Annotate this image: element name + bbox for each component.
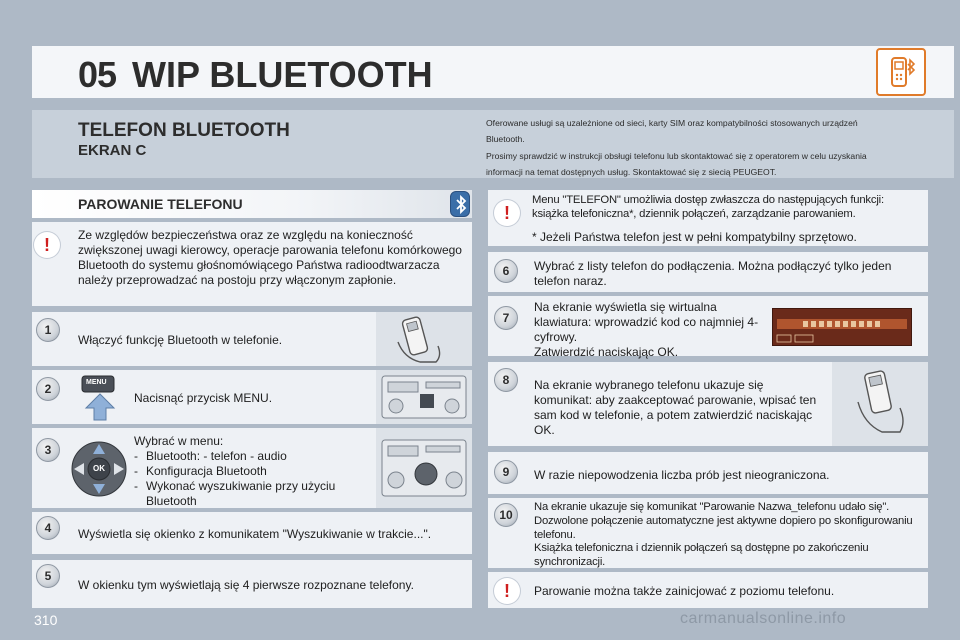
safety-warning-text: Ze względów bezpieczeństwa oraz ze względu na konieczność zwiększonej uwagi kierowcy, operacje parowania telefonu komórkowego Bluetooth do systemu głośnomówiącego Państwa radioodtwarzacza należy przeprowadzać na postoju przy włączonym zapłonie. [78, 228, 462, 287]
step-number: 3 [36, 438, 60, 462]
navigation-ok-wheel-icon [70, 440, 128, 498]
step-7-text [534, 300, 764, 360]
note-line: Bluetooth. [486, 134, 525, 145]
section-title: TELEFON BLUETOOTH [78, 120, 290, 141]
bluetooth-icon [450, 191, 470, 217]
phone-initiation-warning-text: Parowanie można także zainicjować z poziomu telefonu. [534, 584, 835, 598]
note-line: Prosimy sprawdzić w instrukcji obsługi telefonu lub skontaktować się z operatorem w celu uzyskania [486, 150, 867, 161]
section-note [486, 115, 936, 180]
phone-hand-image [832, 362, 928, 446]
step-text: W okienku tym wyświetlają się 4 pierwsze rozpoznane telefony. [78, 578, 414, 592]
step-text: Wybrać z listy telefon do podłączenia. Można podłączyć tylko jeden telefon naraz. [534, 259, 892, 288]
warning-icon: ! [494, 200, 520, 226]
chapter-title: WIP BLUETOOTH [132, 54, 433, 95]
phone-bluetooth-icon [876, 48, 926, 96]
watermark: carmanualsonline.info [680, 610, 847, 627]
step-number: 5 [36, 564, 60, 588]
compatibility-footnote: * Jeżeli Państwa telefon jest w pełni kompatybilny sprzętowo. [532, 230, 857, 244]
phone-hand-image [376, 312, 472, 366]
step-text: Książka telefoniczna i dziennik połączeń są dostępne po zakończeniu synchronizacji. [534, 542, 869, 569]
note-line: informacji na temat dostępnych usług. Skontaktować się z siecią PEUGEOT. [486, 166, 777, 177]
menu-item: - Wykonać wyszukiwanie przy użyciu Bluetooth [134, 479, 374, 509]
step-10-text [534, 501, 926, 570]
warning-line: książka telefoniczna*, dziennik połączeń, zarządzanie parowaniem. [532, 207, 856, 220]
step-number: 10 [494, 503, 518, 527]
ok-button-label: OK [93, 464, 105, 473]
step-number: 4 [36, 516, 60, 540]
section-subtitle: EKRAN C [78, 142, 147, 159]
step-intro: Wybrać w menu: [134, 434, 224, 448]
menu-button-icon [80, 372, 130, 422]
note-line: Oferowane usługi są uzależnione od sieci, karty SIM oraz kompatybilności stosowanych urządzeń [486, 118, 858, 128]
step-number: 6 [494, 259, 518, 283]
menu-button-label: MENU [86, 379, 107, 386]
step-text: W razie niepowodzenia liczba prób jest nieograniczona. [534, 468, 830, 482]
step-text: Włączyć funkcję Bluetooth w telefonie. [78, 333, 283, 347]
step-text: Na ekranie wybranego telefonu ukazuje się komunikat: aby zaakceptować parowanie, wpisać ten sam kod w telefonie, a potem zatwierdzić naciskając OK. [534, 378, 817, 437]
step-text: Nacisnąć przycisk MENU. [134, 391, 273, 405]
page-number: 310 [34, 612, 58, 628]
phone-menu-warning-text [532, 194, 928, 222]
pairing-title: PAROWANIE TELEFONU [78, 196, 243, 212]
radio-panel-image [376, 428, 472, 508]
step-3-text [134, 434, 374, 509]
step-text: Dozwolone połączenie automatyczne jest aktywne dopiero po skonfigurowaniu telefonu. [534, 514, 913, 541]
chapter-number: 05 [78, 54, 117, 95]
radio-panel-image [376, 370, 472, 424]
step-text: Zatwierdzić naciskając OK. [534, 345, 679, 359]
step-number: 9 [494, 460, 518, 484]
step-number: 7 [494, 306, 518, 330]
step-number: 2 [36, 377, 60, 401]
step-text: Na ekranie wyświetla się wirtualna klawiatura: wprowadzić kod co najmniej 4-cyfrowy. [534, 300, 759, 344]
warning-icon: ! [34, 232, 60, 258]
warning-icon: ! [494, 578, 520, 604]
menu-item: - Bluetooth: - telefon - audio [134, 449, 374, 464]
step-number: 1 [36, 318, 60, 342]
virtual-keyboard-screen-image [772, 308, 912, 346]
step-text: Wyświetla się okienko z komunikatem "Wyszukiwanie w trakcie...". [78, 527, 432, 541]
step-text: Na ekranie ukazuje się komunikat "Parowanie Nazwa_telefonu udało się". [534, 501, 890, 513]
menu-item: - Konfiguracja Bluetooth [134, 464, 374, 479]
step-number: 8 [494, 368, 518, 392]
warning-line: Menu "TELEFON" umożliwia dostęp zwłaszcza do następujących funkcji: [532, 194, 884, 206]
